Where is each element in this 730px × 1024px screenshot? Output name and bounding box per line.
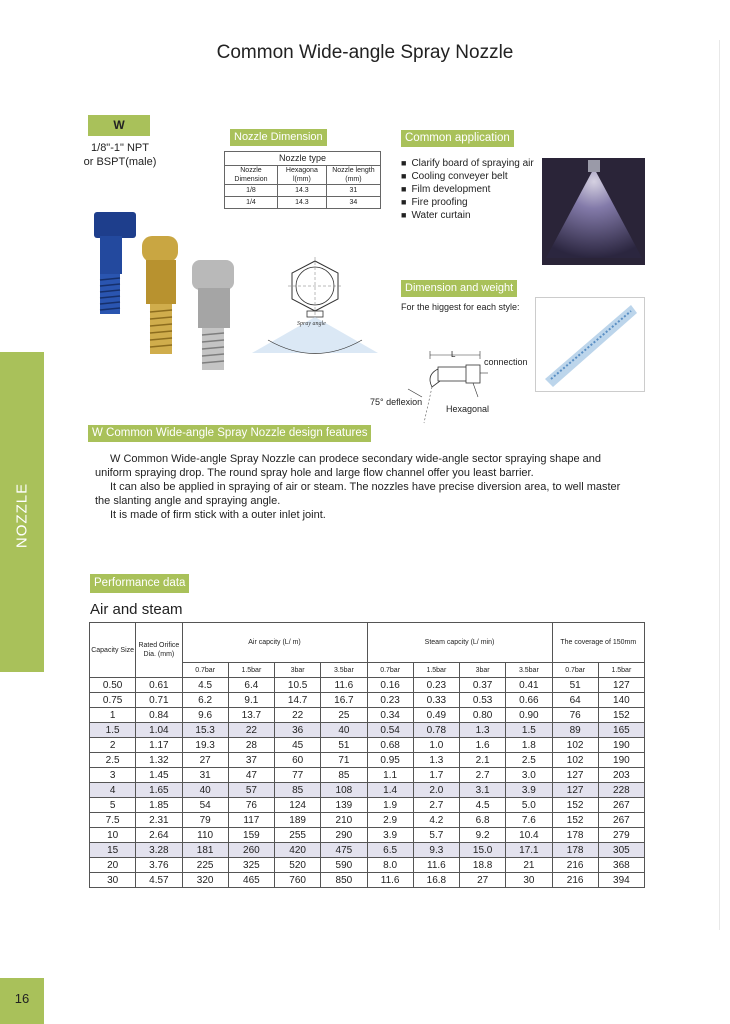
nozzle-dimension-table — [224, 151, 381, 209]
table-cell: 2.7 — [413, 798, 459, 813]
table-cell: 117 — [228, 813, 274, 828]
table-cell: 57 — [228, 783, 274, 798]
table-cell: 1.04 — [136, 723, 182, 738]
table-cell: 368 — [598, 858, 644, 873]
brass-nozzle-image — [142, 236, 178, 354]
table-cell: 14.7 — [275, 693, 321, 708]
table-cell: 0.16 — [367, 678, 413, 693]
table-cell: 1.9 — [367, 798, 413, 813]
capacity-header: Capacity Size — [90, 623, 136, 678]
nozzle-dimension-tag: Nozzle Dimension — [230, 129, 327, 146]
table-cell: 210 — [321, 813, 367, 828]
table-cell: 0.80 — [460, 708, 506, 723]
deflexion-label: 75° deflexion — [370, 397, 423, 407]
model-code-badge: W — [88, 115, 150, 136]
features-description — [95, 452, 625, 522]
table-cell: 40 — [321, 723, 367, 738]
table-cell: 4.57 — [136, 873, 182, 888]
table-cell: 124 — [275, 798, 321, 813]
spray-angle-diagram — [250, 255, 380, 360]
table-cell: 3.9 — [506, 783, 552, 798]
table-cell: 22 — [275, 708, 321, 723]
table-cell: 25 — [321, 708, 367, 723]
table-cell: 6.8 — [460, 813, 506, 828]
table-cell: 110 — [182, 828, 228, 843]
table-cell: 89 — [552, 723, 598, 738]
table-cell: 590 — [321, 858, 367, 873]
table-cell: 0.90 — [506, 708, 552, 723]
table-cell: 0.53 — [460, 693, 506, 708]
table-cell: 1.1 — [367, 768, 413, 783]
pressure-header: 1.5bar — [228, 663, 274, 678]
table-cell: 40 — [182, 783, 228, 798]
table-cell: 1.5 — [90, 723, 136, 738]
table-cell: 9.2 — [460, 828, 506, 843]
table-row — [90, 813, 645, 828]
steel-nozzle-image — [192, 260, 234, 370]
air-capacity-header: Air capcity (L/ m) — [182, 623, 367, 663]
table-cell: 475 — [321, 843, 367, 858]
dim-cell: 31 — [326, 185, 380, 197]
table-cell: 228 — [598, 783, 644, 798]
table-cell: 11.6 — [367, 873, 413, 888]
table-cell: 3.9 — [367, 828, 413, 843]
table-cell: 127 — [552, 783, 598, 798]
table-cell: 203 — [598, 768, 644, 783]
table-cell: 18.8 — [460, 858, 506, 873]
table-cell: 181 — [182, 843, 228, 858]
table-cell: 1.8 — [506, 738, 552, 753]
table-cell: 7.5 — [90, 813, 136, 828]
table-cell: 325 — [228, 858, 274, 873]
table-cell: 0.41 — [506, 678, 552, 693]
pressure-header: 3.5bar — [321, 663, 367, 678]
section-label: NOZZLE — [13, 482, 31, 549]
table-cell: 2.31 — [136, 813, 182, 828]
table-cell: 31 — [182, 768, 228, 783]
dim-cell: 14.3 — [277, 185, 326, 197]
table-cell: 255 — [275, 828, 321, 843]
table-row — [90, 678, 645, 693]
performance-tag: Performance data — [90, 574, 189, 593]
table-cell: 2.0 — [413, 783, 459, 798]
table-row — [90, 843, 645, 858]
features-paragraph: It is made of firm stick with a outer inlet joint. — [110, 509, 326, 521]
table-cell: 102 — [552, 738, 598, 753]
table-cell: 420 — [275, 843, 321, 858]
table-cell: 11.6 — [321, 678, 367, 693]
list-item: ■ Water curtain — [401, 209, 534, 222]
hexagonal-label: Hexagonal — [446, 404, 490, 414]
table-row — [90, 798, 645, 813]
table-cell: 11.6 — [413, 858, 459, 873]
table-cell: 102 — [552, 753, 598, 768]
connection-label: connection — [484, 357, 528, 367]
pressure-header: 1.5bar — [598, 663, 644, 678]
spray-pattern-image — [535, 297, 645, 392]
table-cell: 3.28 — [136, 843, 182, 858]
table-cell: 216 — [552, 858, 598, 873]
table-cell: 0.23 — [413, 678, 459, 693]
table-row — [90, 768, 645, 783]
table-cell: 465 — [228, 873, 274, 888]
table-cell: 3.1 — [460, 783, 506, 798]
table-cell: 85 — [275, 783, 321, 798]
table-cell: 28 — [228, 738, 274, 753]
dim-col-header: Nozzle length (mm) — [326, 166, 380, 185]
dim-col-header: Nozzle Dimension — [225, 166, 278, 185]
table-cell: 0.71 — [136, 693, 182, 708]
table-cell: 6.5 — [367, 843, 413, 858]
table-cell: 3.0 — [506, 768, 552, 783]
dim-cell: 14.3 — [277, 197, 326, 209]
table-cell: 51 — [552, 678, 598, 693]
table-cell: 9.3 — [413, 843, 459, 858]
pressure-header: 0.7bar — [367, 663, 413, 678]
table-cell: 1.65 — [136, 783, 182, 798]
table-cell: 0.50 — [90, 678, 136, 693]
table-cell: 2.5 — [90, 753, 136, 768]
table-cell: 85 — [321, 768, 367, 783]
table-cell: 10.4 — [506, 828, 552, 843]
table-cell: 15 — [90, 843, 136, 858]
table-row — [90, 723, 645, 738]
blue-nozzle-image — [94, 212, 136, 314]
table-cell: 0.78 — [413, 723, 459, 738]
common-application-tag: Common application — [401, 130, 514, 147]
table-cell: 190 — [598, 753, 644, 768]
table-row — [90, 858, 645, 873]
table-cell: 279 — [598, 828, 644, 843]
table-cell: 139 — [321, 798, 367, 813]
table-cell: 305 — [598, 843, 644, 858]
table-row — [90, 708, 645, 723]
dim-cell: 34 — [326, 197, 380, 209]
table-cell: 27 — [182, 753, 228, 768]
table-cell: 45 — [275, 738, 321, 753]
table-cell: 1.32 — [136, 753, 182, 768]
table-row — [90, 873, 645, 888]
table-cell: 0.34 — [367, 708, 413, 723]
table-cell: 260 — [228, 843, 274, 858]
table-cell: 30 — [90, 873, 136, 888]
table-cell: 108 — [321, 783, 367, 798]
table-cell: 76 — [228, 798, 274, 813]
table-cell: 267 — [598, 798, 644, 813]
pressure-header: 1.5bar — [413, 663, 459, 678]
table-cell: 21 — [506, 858, 552, 873]
performance-table — [89, 622, 645, 888]
table-cell: 5.0 — [506, 798, 552, 813]
table-cell: 0.37 — [460, 678, 506, 693]
list-item: ■ Clarify board of spraying air — [401, 157, 534, 170]
page-title: Common Wide-angle Spray Nozzle — [216, 42, 514, 63]
table-cell: 267 — [598, 813, 644, 828]
table-cell: 77 — [275, 768, 321, 783]
table-cell: 3 — [90, 768, 136, 783]
table-cell: 1.4 — [367, 783, 413, 798]
table-cell: 9.1 — [228, 693, 274, 708]
table-cell: 1.17 — [136, 738, 182, 753]
page-number: 16 — [0, 978, 44, 1024]
table-cell: 178 — [552, 843, 598, 858]
table-cell: 0.54 — [367, 723, 413, 738]
table-cell: 1.5 — [506, 723, 552, 738]
table-cell: 127 — [552, 768, 598, 783]
table-cell: 2 — [90, 738, 136, 753]
table-cell: 1.3 — [460, 723, 506, 738]
table-cell: 0.23 — [367, 693, 413, 708]
table-cell: 4.2 — [413, 813, 459, 828]
table-cell: 3.76 — [136, 858, 182, 873]
table-cell: 1.0 — [413, 738, 459, 753]
table-cell: 394 — [598, 873, 644, 888]
spray-photo — [542, 158, 645, 265]
table-cell: 0.33 — [413, 693, 459, 708]
dim-cell: 1/8 — [225, 185, 278, 197]
features-paragraph: W Common Wide-angle Spray Nozzle can prodece secondary wide-angle sector spraying shape and uniform spraying drop. The round spray hole and large flow channel offer you least barrier. — [95, 453, 601, 479]
table-cell: 9.6 — [182, 708, 228, 723]
table-cell: 0.49 — [413, 708, 459, 723]
table-cell: 152 — [598, 708, 644, 723]
table-cell: 47 — [228, 768, 274, 783]
table-cell: 1.85 — [136, 798, 182, 813]
pressure-header: 0.7bar — [182, 663, 228, 678]
table-cell: 127 — [598, 678, 644, 693]
features-paragraph: It can also be applied in spraying of air or steam. The nozzles have precise diversion area, to well master the slanting angle and spraying angle. — [95, 481, 621, 507]
table-cell: 37 — [228, 753, 274, 768]
table-cell: 2.5 — [506, 753, 552, 768]
table-cell: 16.7 — [321, 693, 367, 708]
table-cell: 1.3 — [413, 753, 459, 768]
table-cell: 0.95 — [367, 753, 413, 768]
pressure-header: 3bar — [460, 663, 506, 678]
pressure-header: 3.5bar — [506, 663, 552, 678]
table-row — [90, 828, 645, 843]
table-cell: 4.5 — [182, 678, 228, 693]
table-cell: 71 — [321, 753, 367, 768]
table-cell: 850 — [321, 873, 367, 888]
table-cell: 216 — [552, 873, 598, 888]
coverage-header: The coverage of 150mm — [552, 623, 645, 663]
table-cell: 5 — [90, 798, 136, 813]
dim-col-header: Hexagona l(mm) — [277, 166, 326, 185]
orifice-header: Rated Orifice Dia. (mm) — [136, 623, 182, 678]
table-row — [90, 693, 645, 708]
thread-spec: 1/8"-1" NPT or BSPT(male) — [83, 142, 157, 168]
table-cell: 290 — [321, 828, 367, 843]
dim-cell: 1/4 — [225, 197, 278, 209]
table-cell: 22 — [228, 723, 274, 738]
table-cell: 1 — [90, 708, 136, 723]
table-cell: 54 — [182, 798, 228, 813]
table-cell: 17.1 — [506, 843, 552, 858]
table-cell: 1.6 — [460, 738, 506, 753]
dimension-note: For the higgest for each style: — [401, 302, 520, 312]
page-edge-line — [719, 40, 720, 930]
application-list — [401, 157, 534, 222]
table-cell: 140 — [598, 693, 644, 708]
table-cell: 2.64 — [136, 828, 182, 843]
table-cell: 8.0 — [367, 858, 413, 873]
table-cell: 51 — [321, 738, 367, 753]
table-cell: 60 — [275, 753, 321, 768]
table-cell: 15.3 — [182, 723, 228, 738]
table-cell: 15.0 — [460, 843, 506, 858]
table-cell: 159 — [228, 828, 274, 843]
table-cell: 20 — [90, 858, 136, 873]
table-cell: 19.3 — [182, 738, 228, 753]
list-item: ■ Film development — [401, 183, 534, 196]
table-cell: 36 — [275, 723, 321, 738]
table-cell: 6.4 — [228, 678, 274, 693]
nozzle-product-photo — [80, 200, 250, 375]
table-cell: 13.7 — [228, 708, 274, 723]
steam-capacity-header: Steam capcity (L/ min) — [367, 623, 552, 663]
pressure-header: 3bar — [275, 663, 321, 678]
table-cell: 152 — [552, 798, 598, 813]
table-cell: 225 — [182, 858, 228, 873]
table-cell: 4 — [90, 783, 136, 798]
table-cell: 5.7 — [413, 828, 459, 843]
table-cell: 0.61 — [136, 678, 182, 693]
pressure-header: 0.7bar — [552, 663, 598, 678]
table-cell: 0.66 — [506, 693, 552, 708]
table-cell: 190 — [598, 738, 644, 753]
table-cell: 760 — [275, 873, 321, 888]
list-item: ■ Fire proofing — [401, 196, 534, 209]
table-row — [90, 738, 645, 753]
table-cell: 6.2 — [182, 693, 228, 708]
table-cell: 165 — [598, 723, 644, 738]
table-row — [90, 753, 645, 768]
length-label: L — [451, 350, 456, 359]
dimension-weight-tag: Dimension and weight — [401, 280, 517, 297]
table-cell: 1.45 — [136, 768, 182, 783]
features-tag: W Common Wide-angle Spray Nozzle design features — [88, 425, 371, 442]
table-cell: 2.9 — [367, 813, 413, 828]
table-cell: 0.68 — [367, 738, 413, 753]
table-cell: 64 — [552, 693, 598, 708]
table-cell: 1.7 — [413, 768, 459, 783]
table-cell: 79 — [182, 813, 228, 828]
table-cell: 178 — [552, 828, 598, 843]
table-cell: 4.5 — [460, 798, 506, 813]
spray-angle-label: Spray angle — [297, 321, 326, 327]
table-cell: 2.1 — [460, 753, 506, 768]
table-cell: 0.75 — [90, 693, 136, 708]
list-item: ■ Cooling conveyer belt — [401, 170, 534, 183]
table-cell: 189 — [275, 813, 321, 828]
table-cell: 30 — [506, 873, 552, 888]
table-cell: 16.8 — [413, 873, 459, 888]
performance-subtitle: Air and steam — [90, 601, 183, 618]
table-cell: 152 — [552, 813, 598, 828]
table-cell: 76 — [552, 708, 598, 723]
table-cell: 27 — [460, 873, 506, 888]
table-cell: 10 — [90, 828, 136, 843]
table-cell: 10.5 — [275, 678, 321, 693]
table-cell: 0.84 — [136, 708, 182, 723]
nozzle-type-header: Nozzle type — [225, 152, 381, 166]
table-cell: 320 — [182, 873, 228, 888]
table-cell: 7.6 — [506, 813, 552, 828]
table-row — [90, 783, 645, 798]
table-cell: 520 — [275, 858, 321, 873]
table-cell: 2.7 — [460, 768, 506, 783]
